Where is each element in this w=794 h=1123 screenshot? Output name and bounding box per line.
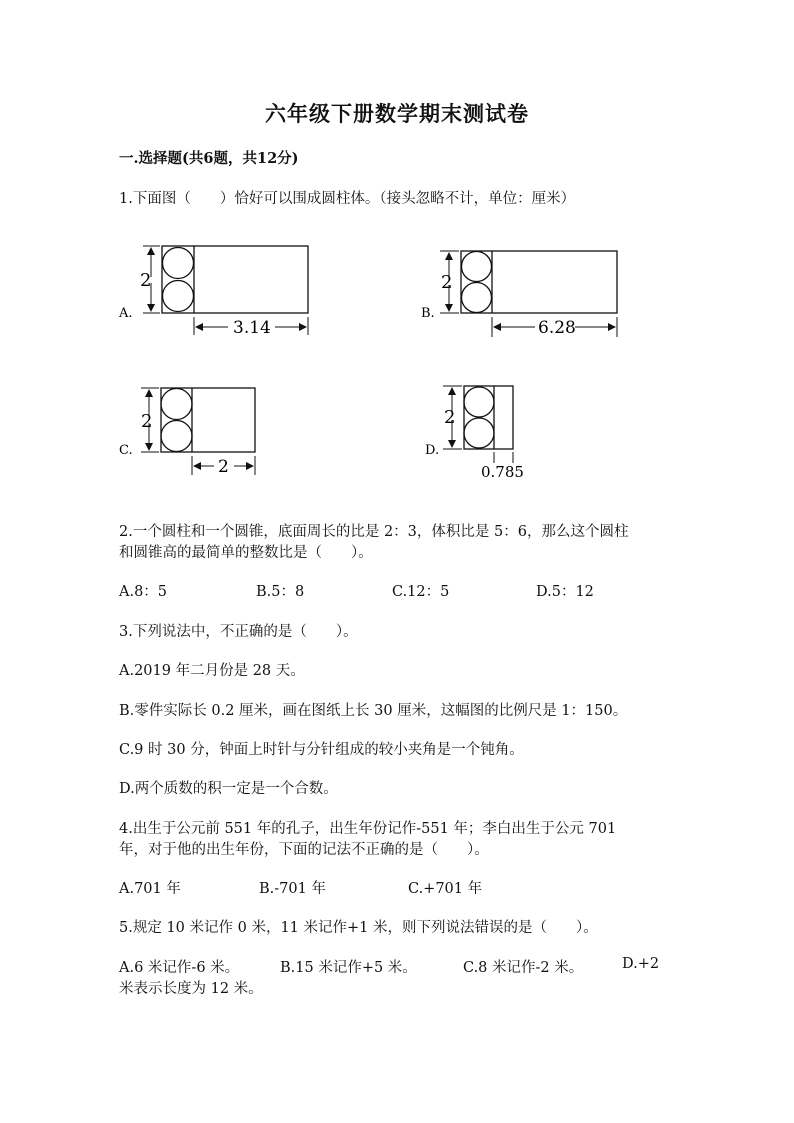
question-3-stem: 3.下列说法中，不正确的是（ ）。 [119,624,358,640]
question-1-stem: 1.下面图（ ）恰好可以围成圆柱体。（接头忽略不计，单位：厘米） [119,191,576,207]
question-4-option-b[interactable]: B.-701 年 [259,881,326,897]
figure-c-width-label: 2 [218,457,229,477]
figure-d-width-label: 0.785 [481,463,524,481]
page-title: 六年级下册数学期末测试卷 [265,101,529,126]
question-2-option-b[interactable]: B.5：8 [256,584,305,600]
figure-a-option-label: A. [119,306,133,321]
question-2-stem-line2: 和圆锥高的最简单的整数比是（ ）。 [119,545,373,561]
section-heading: 一.选择题(共6题，共12分) [119,150,299,167]
question-4-option-a[interactable]: A.701 年 [119,881,181,897]
figure-a [118,246,308,338]
question-3-option-d[interactable]: D.两个质数的积一定是一个合数。 [119,781,338,797]
question-5-option-a[interactable]: A.6 米记作-6 米。 [119,960,240,976]
figure-a-width-label: 3.14 [233,318,271,338]
question-2-option-c[interactable]: C.12：5 [392,584,450,600]
question-4-option-c[interactable]: C.+701 年 [408,881,483,897]
figure-b-option-label: B. [421,306,435,321]
question-3-option-c[interactable]: C.9 时 30 分，钟面上时针与分针组成的较小夹角是一个钝角。 [119,742,524,758]
figure-d-height-label: 2 [444,407,456,428]
question-3-option-a[interactable]: A.2019 年二月份是 28 天。 [119,663,305,679]
figure-b [421,251,617,338]
question-5-option-d[interactable]: D.+2 [622,956,660,972]
figure-d-option-label: D. [425,443,440,458]
figure-b-height-label: 2 [441,272,453,293]
question-5-stem: 5.规定 10 米记作 0 米，11 米记作+1 米，则下列说法错误的是（ ）。 [119,920,598,936]
figure-a-height-label: 2 [140,270,152,291]
question-5-option-c[interactable]: C.8 米记作-2 米。 [463,960,584,976]
figure-d [425,386,524,481]
figure-c-height-label: 2 [141,411,153,432]
question-4-stem-line1: 4.出生于公元前 551 年的孔子，出生年份记作-551 年；李白出生于公元 701 [119,821,617,837]
figure-c [119,388,255,477]
figure-b-width-label: 6.28 [538,318,576,338]
question-3-option-b[interactable]: B.零件实际长 0.2 厘米，画在图纸上长 30 厘米，这幅图的比例尺是 1：150。 [119,703,628,719]
question-2-stem-line1: 2.一个圆柱和一个圆锥，底面周长的比是 2：3，体积比是 5：6，那么这个圆柱 [119,524,629,540]
figure-c-option-label: C. [119,443,133,458]
question-1-figures [0,225,794,525]
question-2-option-d[interactable]: D.5：12 [536,584,594,600]
question-2-option-a[interactable]: A.8：5 [119,584,168,600]
question-5-option-b[interactable]: B.15 米记作+5 米。 [280,960,417,976]
question-5-option-d-continued: 米表示长度为 12 米。 [119,981,263,997]
question-4-stem-line2: 年，对于他的出生年份，下面的记法不正确的是（ ）。 [119,842,489,858]
